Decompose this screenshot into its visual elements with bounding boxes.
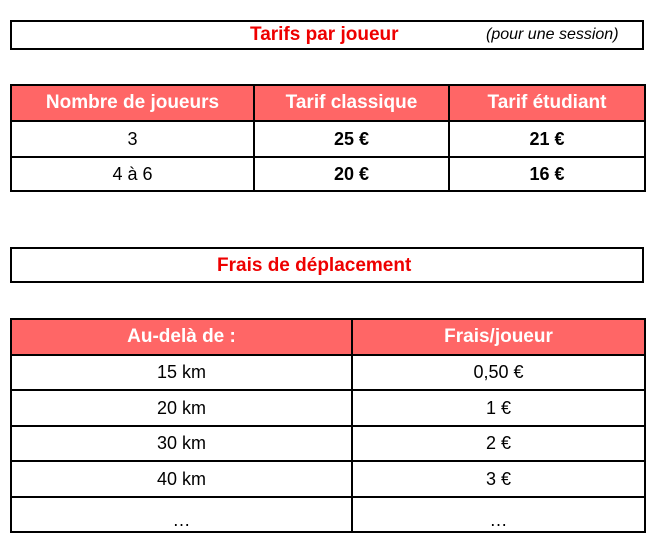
cell-frais: 1 € xyxy=(352,390,645,426)
table-row xyxy=(11,461,645,497)
frais-table xyxy=(10,318,646,533)
table-row xyxy=(11,121,645,157)
cell-frais: 0,50 € xyxy=(352,355,645,390)
table-row xyxy=(11,157,645,191)
cell-frais: 3 € xyxy=(352,461,645,497)
table-header-row xyxy=(11,319,645,355)
cell-joueurs: 3 xyxy=(11,121,254,157)
cell-frais: 2 € xyxy=(352,426,645,461)
cell-distance: 30 km xyxy=(11,426,352,461)
cell-distance: 15 km xyxy=(11,355,352,390)
table-row xyxy=(11,497,645,532)
table-row xyxy=(11,426,645,461)
header-tarif-etudiant: Tarif étudiant xyxy=(449,85,645,121)
cell-distance: … xyxy=(11,497,352,532)
cell-joueurs: 4 à 6 xyxy=(11,157,254,191)
frais-title-box xyxy=(10,247,644,283)
cell-distance: 20 km xyxy=(11,390,352,426)
cell-etudiant: 21 € xyxy=(449,121,645,157)
header-au-dela: Au-delà de : xyxy=(11,319,352,355)
tarifs-table xyxy=(10,84,646,192)
header-nombre-joueurs: Nombre de joueurs xyxy=(11,85,254,121)
cell-etudiant: 16 € xyxy=(449,157,645,191)
cell-classique: 20 € xyxy=(254,157,449,191)
table-row xyxy=(11,390,645,426)
table-row xyxy=(11,355,645,390)
tarifs-subtitle: (pour une session) xyxy=(486,26,619,43)
tarifs-title: Tarifs par joueur xyxy=(250,24,399,45)
header-frais-joueur: Frais/joueur xyxy=(352,319,645,355)
frais-title: Frais de déplacement xyxy=(217,255,412,276)
cell-distance: 40 km xyxy=(11,461,352,497)
tarifs-title-box xyxy=(10,20,644,50)
cell-frais: … xyxy=(352,497,645,532)
cell-classique: 25 € xyxy=(254,121,449,157)
header-tarif-classique: Tarif classique xyxy=(254,85,449,121)
table-header-row xyxy=(11,85,645,121)
